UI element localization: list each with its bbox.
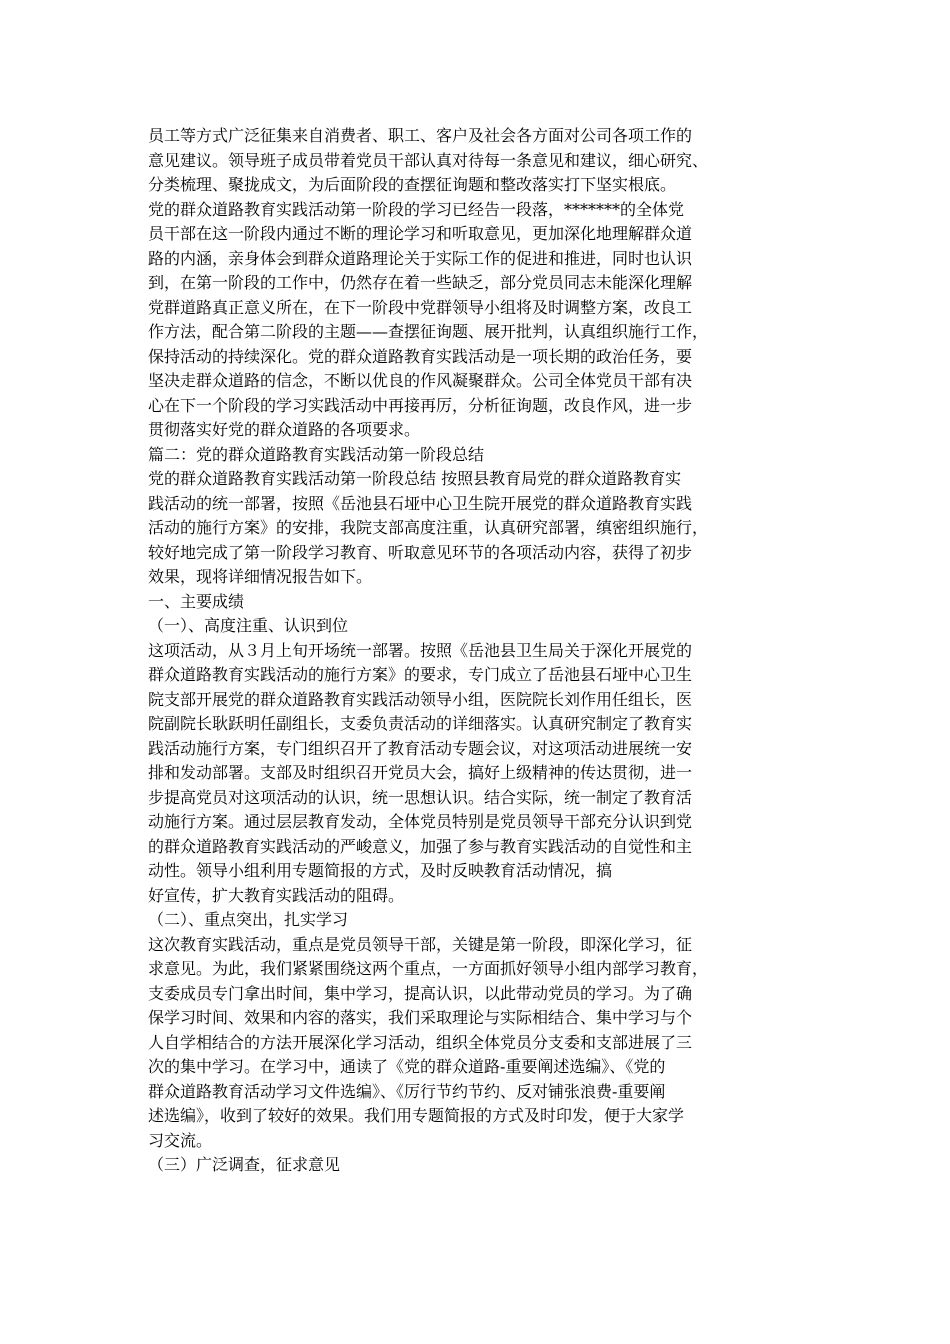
section-heading: 一、主要成绩: [148, 591, 245, 611]
text-line: 院支部开展党的群众道路教育实践活动领导小组，医院院长刘作用任组长，医: [148, 689, 693, 709]
text-line: 党的群众道路教育实践活动第一阶段总结 按照县教育局党的群众道路教育实: [148, 469, 682, 488]
text-line: 求意见。为此，我们紧紧围绕这两个重点，一方面抓好领导小组内部学习教育，: [148, 959, 709, 978]
text-line: 动施行方案。通过层层教育发动，全体党员特别是党员领导干部充分认识到党: [148, 812, 693, 831]
text-line: 意见建议。领导班子成员带着党员干部认真对待每一条意见和建议，细心研究、: [148, 150, 709, 170]
text-line: 党的群众道路教育实践活动第一阶段的学习已经告一段落，*******的全体党: [148, 199, 685, 219]
text-line: 次的集中学习。在学习中，通读了《党的群众道路-重要阐述选编》、《党的: [148, 1057, 666, 1076]
text-line: 践活动施行方案，专门组织召开了教育活动专题会议，对这项活动进展统一安: [148, 738, 693, 758]
text-line: 这项活动，从３月上旬开场统一部署。按照《岳池县卫生局关于深化开展党的: [148, 640, 693, 660]
text-line: 党群道路真正意义所在，在下一阶段中党群领导小组将及时调整方案，改良工: [148, 297, 693, 317]
text-line: 述选编》，收到了较好的效果。我们用专题简报的方式及时印发，便于大家学: [148, 1106, 685, 1125]
text-line: 心在下一个阶段的学习实践活动中再接再厉，分析征询题，改良作风，进一步: [148, 395, 693, 415]
text-line: 作方法，配合第二阶段的主题——查摆征询题、展开批判，认真组织施行工作，: [148, 322, 709, 341]
text-line: 好宣传，扩大教育实践活动的阻碍。: [148, 885, 405, 905]
text-line: 较好地完成了第一阶段学习教育、听取意见环节的各项活动内容，获得了初步: [148, 542, 693, 562]
text-line: 群众道路教育活动学习文件选编》、《厉行节约节约、反对铺张浪费-重要阐: [148, 1081, 666, 1101]
text-line: 排和发动部署。支部及时组织召开党员大会，搞好上级精神的传达贯彻，进一: [148, 763, 693, 782]
subsection-heading: （三）广泛调查，征求意见: [148, 1155, 341, 1174]
text-line: 支委成员专门拿出时间，集中学习，提高认识，以此带动党员的学习。为了确: [148, 983, 693, 1003]
text-line: 习交流。: [148, 1130, 213, 1150]
text-line: 动性。领导小组利用专题简报的方式，及时反映教育活动情况，搞: [148, 861, 613, 880]
text-line: 院副院长耿跃明任副组长，支委负责活动的详细落实。认真研究制定了教育实: [148, 714, 693, 733]
document-page: [148, 124, 808, 1178]
text-line: 员工等方式广泛征集来自消费者、职工、客户及社会各方面对公司各项工作的: [148, 126, 693, 145]
text-line: 群众道路教育实践活动的施行方案》的要求，专门成立了岳池县石垭中心卫生: [148, 665, 693, 684]
text-line: 保学习时间、效果和内容的落实，我们采取理论与实际相结合、集中学习与个: [148, 1008, 693, 1027]
subsection-heading: （二）、重点突出，扎实学习: [148, 910, 349, 929]
text-line: 到，在第一阶段的工作中，仍然存在着一些缺乏，部分党员同志未能深化理解: [148, 273, 693, 292]
text-line: 这次教育实践活动，重点是党员领导干部，关键是第一阶段，即深化学习，征: [148, 934, 693, 954]
text-line: 活动的施行方案》的安排，我院支部高度注重，认真研究部署，缜密组织施行，: [148, 518, 709, 537]
text-line: 人自学相结合的方法开展深化学习活动，组织全体党员分支委和支部进展了三: [148, 1032, 693, 1052]
section-heading: 篇二：党的群众道路教育实践活动第一阶段总结: [148, 444, 485, 464]
text-line: 分类梳理、聚拢成文，为后面阶段的查摆征询题和整改落实打下坚实根底。: [148, 175, 677, 194]
text-line: 的群众道路教育实践活动的严峻意义，加强了参与教育实践活动的自觉性和主: [148, 836, 693, 856]
text-line: 保持活动的持续深化。党的群众道路教育实践活动是一项长期的政治任务，要: [148, 346, 693, 366]
text-line: 践活动的统一部署，按照《岳池县石垭中心卫生院开展党的群众道路教育实践: [148, 493, 693, 513]
subsection-heading: （一）、高度注重、认识到位: [148, 616, 349, 635]
text-line: 坚决走群众道路的信念，不断以优良的作风凝聚群众。公司全体党员干部有决: [148, 371, 693, 390]
text-line: 效果，现将详细情况报告如下。: [148, 567, 373, 586]
text-line: 步提高党员对这项活动的认识，统一思想认识。结合实际，统一制定了教育活: [148, 787, 693, 807]
text-line: 贯彻落实好党的群众道路的各项要求。: [148, 420, 421, 439]
text-line: 路的内涵，亲身体会到群众道路理论关于实际工作的促进和推进，同时也认识: [148, 248, 693, 268]
text-line: 员干部在这一阶段内通过不断的理论学习和听取意见，更加深化地理解群众道: [148, 224, 693, 243]
